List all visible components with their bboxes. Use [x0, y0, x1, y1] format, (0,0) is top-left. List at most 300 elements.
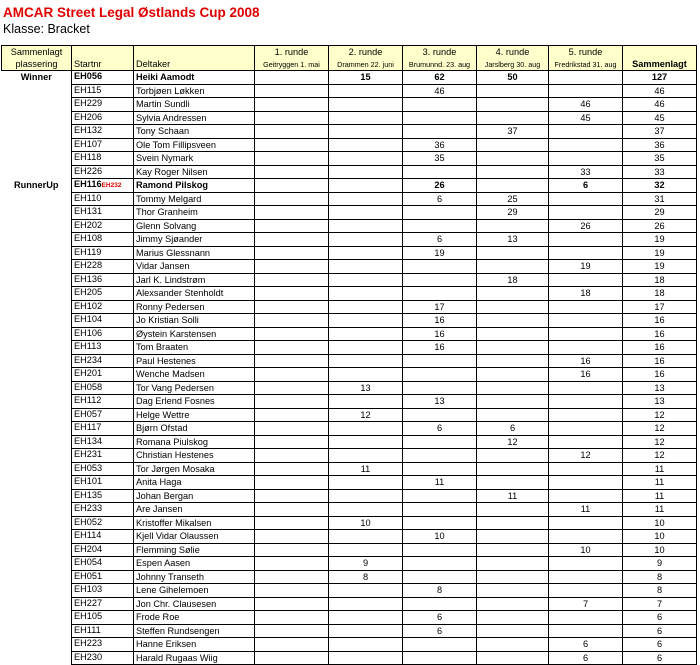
round-3-cell [403, 98, 477, 112]
deltaker-cell-text: Tom Braaten [136, 342, 189, 352]
round-4-cell [477, 354, 549, 368]
total-cell [623, 557, 697, 571]
startnr-cell-text: EH107 [74, 138, 103, 149]
total-cell-text: 11 [654, 490, 665, 501]
total-cell [623, 489, 697, 503]
startnr-cell [72, 395, 134, 409]
placement-cell [2, 260, 72, 274]
deltaker-cell [134, 435, 255, 449]
total-cell-text: 35 [654, 153, 665, 163]
placement-cell [2, 233, 72, 247]
round-4-cell [477, 435, 549, 449]
round-5-cell [549, 152, 623, 166]
page-title: AMCAR Street Legal Østlands Cup 2008 [3, 5, 260, 20]
round-5-cell [549, 435, 623, 449]
placement-cell [2, 557, 72, 571]
deltaker-cell-text: Lene Gihelemoen [136, 585, 209, 595]
round-3-cell [403, 287, 477, 301]
total-cell-text: 46 [654, 99, 665, 109]
startnr-cell-text: EH135 [74, 489, 103, 500]
total-cell-text: 10 [654, 544, 665, 555]
round-5-cell-text: 33 [580, 166, 591, 177]
table-row [2, 422, 697, 436]
round-5-cell [549, 192, 623, 206]
round-3-cell [403, 516, 477, 530]
total-cell-text: 11 [654, 463, 665, 474]
startnr-cell-text: EH204 [74, 543, 103, 554]
startnr-cell-text: EH052 [74, 516, 103, 527]
round-3-cell [403, 530, 477, 544]
results-table [1, 45, 697, 665]
round-5-cell-text: 11 [580, 504, 591, 514]
round-4-cell-text: 13 [507, 234, 518, 244]
deltaker-cell-text: Sylvia Andressen [136, 112, 207, 123]
round-3-cell [403, 111, 477, 125]
deltaker-cell [134, 638, 255, 652]
startnr-cell [72, 273, 134, 287]
total-cell [623, 462, 697, 476]
total-cell-text: 37 [654, 126, 665, 136]
deltaker-cell-text: Ole Tom Fillipsveen [136, 139, 216, 150]
round-3-cell [403, 84, 477, 98]
round-1-cell [255, 138, 329, 152]
startnr-cell [72, 530, 134, 544]
round-4-cell [477, 273, 549, 287]
round-4-cell-text: 12 [507, 436, 518, 447]
total-cell [623, 354, 697, 368]
round-5-cell [549, 354, 623, 368]
startnr-cell-text: EH119 [74, 246, 102, 257]
round-5-cell [549, 125, 623, 139]
round-1-cell [255, 111, 329, 125]
round-5-cell-text: 6 [582, 639, 589, 649]
round-3-cell [403, 476, 477, 490]
total-cell-text: 6 [656, 612, 663, 622]
table-row [2, 597, 697, 611]
deltaker-cell-text: Romana Piulskog [136, 436, 209, 447]
deltaker-cell [134, 287, 255, 301]
total-cell-text: 9 [656, 558, 663, 568]
total-cell [623, 570, 697, 584]
round-3-cell [403, 246, 477, 260]
header-round-1-place: Geitryggen 1. mai [255, 58, 329, 71]
round-3-cell [403, 408, 477, 422]
placement-cell [2, 206, 72, 220]
round-3-cell [403, 354, 477, 368]
startnr-cell [72, 98, 134, 112]
startnr-cell [72, 624, 134, 638]
total-cell [623, 179, 697, 193]
round-4-cell-text: 50 [507, 72, 518, 82]
round-2-cell-text: 10 [360, 517, 371, 528]
round-3-cell-text: 36 [434, 139, 445, 150]
total-cell-text: 18 [654, 288, 665, 298]
round-2-cell-text: 9 [362, 558, 369, 568]
table-row [2, 638, 697, 652]
round-3-cell [403, 395, 477, 409]
total-cell [623, 246, 697, 260]
startnr-cell [72, 638, 134, 652]
total-cell-text: 13 [654, 382, 665, 393]
deltaker-cell-text: Thor Granheim [136, 207, 198, 217]
placement-cell [2, 503, 72, 517]
round-1-cell [255, 98, 329, 112]
round-4-cell [477, 260, 549, 274]
deltaker-cell [134, 489, 255, 503]
deltaker-cell [134, 557, 255, 571]
round-4-cell [477, 368, 549, 382]
round-3-cell [403, 462, 477, 476]
placement-cell [2, 462, 72, 476]
round-2-cell [329, 530, 403, 544]
round-2-cell [329, 98, 403, 112]
startnr-cell-text: EH201 [74, 368, 103, 378]
total-cell-text: 26 [654, 220, 665, 231]
total-cell [623, 111, 697, 125]
round-1-cell [255, 206, 329, 220]
deltaker-cell [134, 98, 255, 112]
startnr-cell-text: EH229 [74, 98, 103, 108]
placement-cell [2, 611, 72, 625]
round-2-cell [329, 584, 403, 598]
round-1-cell [255, 449, 329, 463]
table-row [2, 233, 697, 247]
total-cell-text: 8 [656, 571, 663, 582]
deltaker-cell [134, 395, 255, 409]
round-4-cell [477, 489, 549, 503]
round-5-cell [549, 206, 623, 220]
round-3-cell-text: 11 [434, 477, 445, 487]
round-1-cell [255, 219, 329, 233]
round-2-cell-text: 11 [360, 463, 371, 474]
round-2-cell [329, 597, 403, 611]
round-5-cell [549, 503, 623, 517]
round-5-cell [549, 543, 623, 557]
startnr-cell [72, 422, 134, 436]
table-row [2, 287, 697, 301]
deltaker-cell-text: Heiki Aamodt [136, 72, 195, 82]
round-5-cell [549, 84, 623, 98]
round-4-cell [477, 638, 549, 652]
placement-cell [2, 354, 72, 368]
total-cell [623, 422, 697, 436]
round-1-cell [255, 233, 329, 247]
round-4-cell [477, 462, 549, 476]
startnr-cell-text: EH223 [74, 638, 103, 648]
deltaker-cell-text: Tony Schaan [136, 126, 190, 136]
total-cell-text: 12 [654, 409, 665, 420]
startnr-cell [72, 341, 134, 355]
table-row [2, 557, 697, 571]
round-2-cell [329, 368, 403, 382]
round-3-cell [403, 489, 477, 503]
total-cell [623, 476, 697, 490]
deltaker-cell-text: Hanne Eriksen [136, 639, 197, 649]
deltaker-cell-text: Dag Erlend Fosnes [136, 396, 215, 406]
round-1-cell [255, 530, 329, 544]
round-3-cell [403, 314, 477, 328]
round-3-cell [403, 638, 477, 652]
round-4-cell [477, 597, 549, 611]
placement-cell-text: Winner [20, 72, 52, 83]
round-2-cell [329, 111, 403, 125]
startnr-cell [72, 570, 134, 584]
round-4-cell [477, 341, 549, 355]
deltaker-cell [134, 327, 255, 341]
deltaker-cell [134, 570, 255, 584]
startnr-cell [72, 368, 134, 382]
placement-cell [2, 246, 72, 260]
round-4-cell [477, 408, 549, 422]
round-4-cell [477, 246, 549, 260]
total-cell [623, 165, 697, 179]
round-4-cell [477, 449, 549, 463]
round-2-cell [329, 233, 403, 247]
table-row [2, 570, 697, 584]
startnr-cell [72, 287, 134, 301]
round-1-cell [255, 246, 329, 260]
round-3-cell-text: 6 [436, 234, 443, 244]
total-cell [623, 638, 697, 652]
round-2-cell [329, 125, 403, 139]
results-body [2, 71, 697, 665]
deltaker-cell [134, 408, 255, 422]
round-5-cell-text: 12 [580, 450, 591, 460]
round-3-cell [403, 543, 477, 557]
table-row [2, 71, 697, 85]
round-5-cell-text: 6 [582, 180, 589, 190]
startnr-cell [72, 260, 134, 274]
round-5-cell [549, 179, 623, 193]
deltaker-cell [134, 165, 255, 179]
round-3-cell-text: 6 [436, 193, 443, 204]
startnr-cell-text: EH234 [74, 354, 103, 365]
placement-cell [2, 138, 72, 152]
deltaker-cell [134, 192, 255, 206]
round-3-cell [403, 611, 477, 625]
header-round-2-place: Drammen 22. juni [329, 58, 403, 71]
deltaker-cell [134, 503, 255, 517]
total-cell-text: 7 [656, 598, 663, 609]
round-3-cell [403, 71, 477, 85]
deltaker-cell-text: Torbjøen Løkken [136, 85, 205, 96]
table-row [2, 408, 697, 422]
round-4-cell [477, 543, 549, 557]
deltaker-cell-text: Kristoffer Mikalsen [136, 517, 212, 528]
placement-cell [2, 341, 72, 355]
round-4-cell-text: 6 [509, 423, 516, 433]
startnr-cell [72, 584, 134, 598]
table-row [2, 192, 697, 206]
round-5-cell [549, 111, 623, 125]
total-cell [623, 530, 697, 544]
round-5-cell [549, 597, 623, 611]
round-2-cell [329, 152, 403, 166]
round-4-cell [477, 219, 549, 233]
deltaker-cell [134, 476, 255, 490]
round-5-cell [549, 165, 623, 179]
round-1-cell [255, 125, 329, 139]
round-2-cell [329, 516, 403, 530]
round-4-cell-text: 11 [507, 490, 518, 501]
deltaker-cell-text: Harald Rugaas Wiig [136, 652, 218, 663]
startnr-cell-text: EH053 [74, 462, 103, 473]
round-4-cell [477, 476, 549, 490]
round-3-cell-text: 6 [436, 423, 443, 433]
startnr-cell-text: EH105 [74, 611, 103, 621]
table-row [2, 111, 697, 125]
round-4-cell [477, 192, 549, 206]
total-cell-text: 6 [656, 625, 663, 636]
total-cell [623, 651, 697, 665]
round-1-cell [255, 84, 329, 98]
startnr-cell [72, 152, 134, 166]
round-5-cell [549, 476, 623, 490]
startnr-cell-text: EH206 [74, 111, 103, 122]
round-3-cell-text: 16 [434, 328, 445, 339]
round-3-cell [403, 341, 477, 355]
round-3-cell-text: 17 [434, 301, 445, 312]
table-row [2, 624, 697, 638]
deltaker-cell-text: Tommy Melgard [136, 193, 202, 204]
total-cell-text: 19 [654, 261, 665, 271]
round-2-cell [329, 179, 403, 193]
startnr-cell-text: EH101 [74, 476, 103, 486]
startnr-cell [72, 381, 134, 395]
round-1-cell [255, 192, 329, 206]
deltaker-cell-text: Alexsander Stenholdt [136, 288, 224, 298]
total-cell [623, 503, 697, 517]
round-4-cell [477, 570, 549, 584]
total-cell [623, 381, 697, 395]
total-cell-text: 16 [654, 315, 665, 325]
placement-cell [2, 179, 72, 193]
round-5-cell [549, 516, 623, 530]
deltaker-cell [134, 111, 255, 125]
round-2-cell [329, 84, 403, 98]
deltaker-cell [134, 71, 255, 85]
round-1-cell [255, 584, 329, 598]
round-5-cell [549, 219, 623, 233]
round-1-cell [255, 557, 329, 571]
startnr-cell [72, 462, 134, 476]
total-cell [623, 327, 697, 341]
round-5-cell [549, 395, 623, 409]
round-2-cell [329, 138, 403, 152]
round-5-cell [549, 449, 623, 463]
round-5-cell [549, 341, 623, 355]
placement-cell [2, 597, 72, 611]
startnr-cell-text: EH108 [74, 233, 103, 243]
startnr-cell-text: EH116 [74, 179, 102, 189]
round-2-cell-text: 15 [360, 72, 371, 82]
startnr-cell [72, 138, 134, 152]
placement-cell [2, 435, 72, 449]
round-4-cell [477, 287, 549, 301]
round-3-cell-text: 26 [434, 180, 445, 190]
startnr-cell-text: EH112 [74, 395, 102, 405]
placement-cell [2, 84, 72, 98]
placement-cell [2, 111, 72, 125]
round-2-cell-text: 8 [362, 571, 369, 582]
round-4-cell [477, 125, 549, 139]
placement-cell-text: RunnerUp [14, 180, 59, 190]
round-3-cell [403, 152, 477, 166]
round-3-cell-text: 13 [434, 396, 445, 406]
header-round-4: 4. runde [477, 46, 549, 59]
total-cell [623, 584, 697, 598]
round-3-cell [403, 584, 477, 598]
header-startnr-top [72, 46, 134, 59]
total-cell-text: 16 [654, 342, 665, 352]
startnr-cell-text: EH228 [74, 260, 103, 270]
header-round-5: 5. runde [549, 46, 623, 59]
round-1-cell [255, 624, 329, 638]
deltaker-cell-text: Jimmy Sjøander [136, 234, 203, 244]
deltaker-cell [134, 246, 255, 260]
startnr-cell [72, 327, 134, 341]
startnr-cell-text: EH226 [74, 165, 103, 176]
round-5-cell-text: 16 [580, 369, 591, 379]
total-cell [623, 624, 697, 638]
round-4-cell-text: 25 [507, 193, 518, 204]
total-cell [623, 125, 697, 139]
startnr-cell [72, 165, 134, 179]
placement-cell [2, 408, 72, 422]
round-3-cell-text: 46 [434, 85, 445, 96]
deltaker-cell-text: Anita Haga [136, 477, 182, 487]
deltaker-cell [134, 368, 255, 382]
deltaker-cell-text: Tor Vang Pedersen [136, 382, 214, 393]
round-5-cell [549, 260, 623, 274]
startnr-cell [72, 192, 134, 206]
round-4-cell [477, 516, 549, 530]
startnr-cell [72, 125, 134, 139]
total-cell [623, 192, 697, 206]
round-2-cell [329, 503, 403, 517]
round-3-cell [403, 570, 477, 584]
table-row [2, 489, 697, 503]
placement-cell [2, 368, 72, 382]
round-4-cell [477, 84, 549, 98]
table-row [2, 395, 697, 409]
round-5-cell-text: 45 [580, 112, 591, 123]
round-4-cell [477, 111, 549, 125]
total-cell-text: 6 [656, 652, 663, 663]
round-3-cell-text: 35 [434, 153, 445, 163]
header-sum-top [623, 46, 697, 59]
round-1-cell [255, 381, 329, 395]
total-cell-text: 16 [654, 369, 665, 379]
placement-cell [2, 71, 72, 85]
round-3-cell-text: 6 [436, 612, 443, 622]
round-3-cell [403, 138, 477, 152]
deltaker-cell [134, 462, 255, 476]
total-cell [623, 516, 697, 530]
startnr-cell-text: EH233 [74, 503, 103, 513]
total-cell-text: 12 [654, 436, 665, 447]
round-4-cell [477, 206, 549, 220]
deltaker-cell-text: Paul Hestenes [136, 355, 196, 366]
placement-cell [2, 584, 72, 598]
round-1-cell [255, 570, 329, 584]
round-1-cell [255, 354, 329, 368]
startnr-cell-text: EH056 [74, 71, 103, 81]
startnr-cell-text: EH132 [74, 125, 103, 135]
deltaker-cell [134, 611, 255, 625]
table-row [2, 462, 697, 476]
round-5-cell [549, 408, 623, 422]
